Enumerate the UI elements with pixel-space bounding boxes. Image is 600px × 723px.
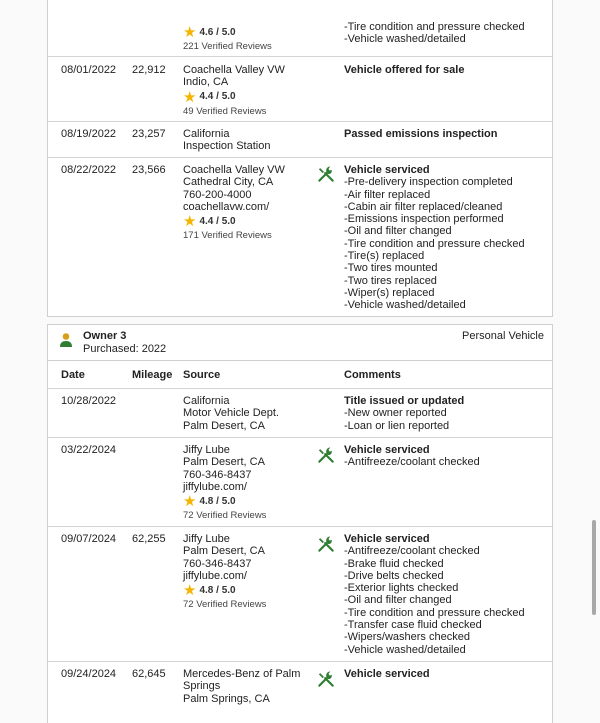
rating: ★ 4.4 / 5.0: [183, 213, 236, 231]
verified-reviews-link[interactable]: 72 Verified Reviews: [183, 510, 267, 522]
comment-title: Vehicle offered for sale: [344, 64, 465, 76]
phone-link[interactable]: 760-346-8437: [183, 557, 252, 570]
comment-title: Vehicle serviced: [344, 533, 430, 545]
wrench-screwdriver-icon: [316, 669, 336, 689]
website-link[interactable]: jiffylube.com/: [183, 480, 247, 493]
star-icon: ★: [183, 213, 197, 231]
record-mileage: 23,566: [132, 164, 166, 176]
record-date: 09/07/2024: [61, 533, 117, 545]
purchased-date: Purchased: 2022: [83, 343, 167, 355]
record-mileage: 62,645: [132, 668, 166, 680]
scrollbar-thumb[interactable]: [592, 520, 596, 615]
owner-header: [48, 325, 552, 361]
phone-link[interactable]: 760-200-4000: [183, 188, 252, 201]
header-comments: Comments: [344, 369, 401, 381]
star-icon: ★: [183, 24, 197, 41]
header-mileage: Mileage: [132, 369, 173, 381]
wrench-screwdriver-icon: [316, 534, 336, 554]
table-row: [48, 122, 552, 158]
record-source: California Inspection Station: [183, 128, 271, 153]
phone-link[interactable]: 760-346-8437: [183, 468, 252, 481]
record-date: 09/24/2024: [61, 668, 117, 680]
wrench-screwdriver-icon: [316, 164, 336, 184]
owner-label: Owner 3: [83, 330, 127, 342]
owner-3-card: [47, 324, 553, 723]
record-source: Coachella Valley VW Cathedral City, CA 760-200-4000 coachellavw.com/ ★ 4.4 / 5.0 171 Verified Reviews: [183, 164, 311, 242]
record-date: 10/28/2022: [61, 395, 117, 407]
rating: ★ 4.4 / 5.0: [183, 88, 236, 106]
wrench-screwdriver-icon: [316, 445, 336, 465]
comment-title: Title issued or updated: [344, 395, 465, 407]
person-icon: [59, 332, 73, 348]
record-source: Jiffy Lube Palm Desert, CA 760-346-8437 jiffylube.com/ ★ 4.8 / 5.0 72 Verified Reviews: [183, 533, 311, 611]
comment-title: Vehicle serviced: [344, 444, 430, 456]
table-row: ★ 4.6 / 5.0 221 Verified Reviews -Tire condition and pressure checked -Vehicle washed/detailed: [48, 0, 552, 57]
record-date: 03/22/2024: [61, 444, 117, 456]
table-row: 03/22/2024 Jiffy Lube Palm Desert, CA 760-346-8437 jiffylube.com/ ★ 4.8 / 5.0 72 Verified Reviews Vehicle serviced -Antifreeze/coolant checked: [48, 438, 552, 527]
rating: ★ 4.8 / 5.0: [183, 582, 236, 600]
table-row: 09/07/2024 62,255 Jiffy Lube Palm Desert, CA 760-346-8437 jiffylube.com/ ★ 4.8 / 5.0 72 Verified Reviews Vehicle serviced -Antifreeze/coolant checked -Brake fluid checked -Drive belts checked -Exterior lights checked -Oil and filter changed -Tire condition and pressure checked -Transfer case fluid checked -Wipers/washers checked -Vehicle washed/detailed: [48, 527, 552, 662]
vehicle-use-type: Personal Vehicle: [462, 330, 544, 342]
header-date: Date: [61, 369, 85, 381]
record-source: Mercedes-Benz of Palm Springs Palm Springs, CA: [183, 668, 301, 705]
owner-history-card-previous: [47, 0, 553, 317]
table-row: [48, 662, 552, 723]
comment-title: Vehicle serviced: [344, 668, 430, 680]
record-mileage: 23,257: [132, 128, 166, 140]
verified-reviews-link[interactable]: 221 Verified Reviews: [183, 41, 272, 52]
record-source: Coachella Valley VW Indio, CA ★ 4.4 / 5.0 49 Verified Reviews: [183, 64, 311, 118]
table-header: [48, 361, 552, 389]
website-link[interactable]: coachellavw.com/: [183, 200, 270, 213]
table-row: 08/22/2022 23,566 Coachella Valley VW Cathedral City, CA 760-200-4000 coachellavw.com/ ★ 4.4 / 5.0 171 Verified Reviews Vehicle serviced -Pre-delivery inspection completed -Air filter replaced -Cabin air filter replaced/cleaned -Emissions inspection performed -Oil and filter changed -Tire condition and pressure checked -Tire(s) replaced -Two tires mounted -Two tires replaced -Wiper(s) replaced -Vehicle washed/detailed: [48, 158, 552, 317]
record-date: 08/01/2022: [61, 64, 117, 76]
record-mileage: 22,912: [132, 64, 166, 76]
record-source: California Motor Vehicle Dept. Palm Desert, CA: [183, 395, 279, 432]
verified-reviews-link[interactable]: 72 Verified Reviews: [183, 599, 267, 611]
verified-reviews-link[interactable]: 49 Verified Reviews: [183, 105, 267, 117]
star-icon: ★: [183, 582, 197, 600]
record-date: 08/22/2022: [61, 164, 117, 176]
star-icon: ★: [183, 493, 197, 511]
star-icon: ★: [183, 88, 197, 106]
comment-title: Vehicle serviced: [344, 164, 430, 176]
record-mileage: 62,255: [132, 533, 166, 545]
table-row: 10/28/2022 California Motor Vehicle Dept. Palm Desert, CA Title issued or updated -New owner reported -Loan or lien reported: [48, 389, 552, 438]
record-source: Jiffy Lube Palm Desert, CA 760-346-8437 jiffylube.com/ ★ 4.8 / 5.0 72 Verified Reviews: [183, 444, 311, 522]
website-link[interactable]: jiffylube.com/: [183, 569, 247, 582]
rating: ★ 4.8 / 5.0: [183, 493, 236, 511]
rating: ★ 4.6 / 5.0: [183, 24, 236, 41]
comment-title: Passed emissions inspection: [344, 128, 498, 140]
header-source: Source: [183, 369, 221, 381]
table-row: [48, 57, 552, 122]
record-date: 08/19/2022: [61, 128, 117, 140]
verified-reviews-link[interactable]: 171 Verified Reviews: [183, 230, 272, 242]
